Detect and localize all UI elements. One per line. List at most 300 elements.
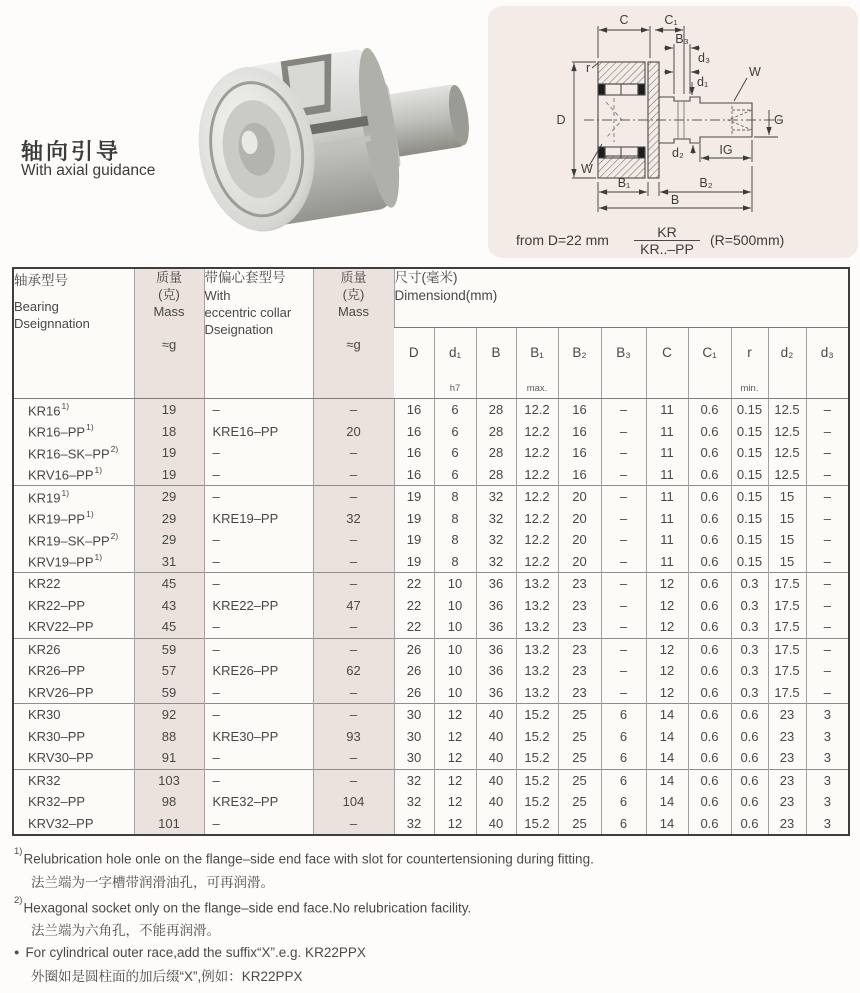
bearing-name: KR26 [28, 641, 61, 657]
table-row-KR32 [13, 769, 849, 791]
dim-col-header-7: C₁ [688, 328, 731, 399]
series-name-kr-pp: KR..–PP [634, 240, 700, 257]
table-row-KR26–PP [13, 660, 849, 682]
dim-value-0: 22 [394, 595, 434, 617]
mass-header-zh: 质量 [155, 270, 182, 285]
dim-value-7: 0.6 [688, 638, 731, 660]
dim-value-5: – [601, 573, 646, 595]
bearing-name: KRV22–PP [28, 619, 94, 635]
dim-value-2: 32 [476, 508, 516, 530]
table-row-KR26 [13, 638, 849, 660]
dim-value-2: 40 [476, 769, 516, 791]
dim-value-6: 11 [646, 508, 688, 530]
dim-value-7: 0.6 [688, 551, 731, 573]
mass-value: 59 [134, 682, 204, 704]
dim-value-2: 28 [476, 442, 516, 464]
dim-value-8: 0.6 [731, 813, 768, 836]
eccentric-mass-value: – [313, 616, 394, 638]
col-header-dimensions [394, 268, 849, 328]
dim-value-4: 25 [558, 726, 601, 748]
dim-value-8: 0.6 [731, 726, 768, 748]
bearing-name: KRV16–PP [28, 467, 94, 483]
dim-value-10: – [806, 616, 849, 638]
footnotes [14, 845, 594, 988]
dim-value-10: – [806, 486, 849, 508]
eccentric-mass-value: – [313, 573, 394, 595]
bearing-name: KRV19–PP [28, 554, 94, 570]
dim-value-9: 17.5 [768, 682, 806, 704]
table-row-KR16–SK–PP [13, 442, 849, 464]
bearing-designation [13, 573, 134, 595]
dim-value-5: – [601, 486, 646, 508]
dim-value-1: 12 [434, 769, 476, 791]
footnote-ref: 1) [94, 465, 103, 476]
dim-value-5: – [601, 638, 646, 660]
mass-value: 92 [134, 704, 204, 726]
dim-value-4: 25 [558, 769, 601, 791]
dim-value-6: 14 [646, 704, 688, 726]
dim-value-10: – [806, 682, 849, 704]
mass-value: 19 [134, 464, 204, 486]
dim-value-8: 0.15 [731, 464, 768, 486]
bearing-designation [13, 421, 134, 443]
bearing-designation [13, 813, 134, 836]
page-title-en: With axial guidance [21, 162, 156, 179]
dim-value-2: 36 [476, 660, 516, 682]
dim-value-8: 0.15 [731, 399, 768, 421]
dim-value-5: – [601, 464, 646, 486]
dim-value-3: 13.2 [516, 638, 558, 660]
dim-value-10: – [806, 508, 849, 530]
dim-value-2: 32 [476, 529, 516, 551]
bearing-spec-table [12, 267, 850, 836]
dim-value-5: 6 [601, 747, 646, 769]
dim-value-9: 23 [768, 726, 806, 748]
table-row-KR22 [13, 573, 849, 595]
dim-value-6: 12 [646, 573, 688, 595]
dim-value-3: 15.2 [516, 704, 558, 726]
dim-value-2: 36 [476, 682, 516, 704]
dim-value-1: 6 [434, 421, 476, 443]
eccentric-mass-value: 47 [313, 595, 394, 617]
bearing-designation [13, 747, 134, 769]
dim-value-8: 0.15 [731, 551, 768, 573]
bearing-designation [13, 704, 134, 726]
dim-value-1: 12 [434, 813, 476, 836]
bearing-name: KR16 [28, 402, 61, 418]
footnote-ref: 1) [86, 509, 94, 520]
dim-value-0: 32 [394, 813, 434, 836]
eccentric-designation: KRE22–PP [204, 595, 313, 617]
bearing-name: KR30 [28, 707, 61, 723]
dim-col-header-0: D [394, 328, 434, 399]
dim-label-c: C [619, 13, 629, 27]
eccentric-designation: KRE32–PP [204, 791, 313, 813]
dim-value-10: 3 [806, 813, 849, 836]
dim-value-2: 32 [476, 551, 516, 573]
dim-value-0: 19 [394, 486, 434, 508]
dim-value-6: 12 [646, 595, 688, 617]
eccentric-header-zh: 带偏心套型号 [204, 270, 286, 285]
dim-value-9: 17.5 [768, 638, 806, 660]
dim-value-10: – [806, 399, 849, 421]
table-row-KR19–SK–PP [13, 529, 849, 551]
footnote-3-marker: ● [14, 947, 20, 957]
dim-value-3: 12.2 [516, 529, 558, 551]
dim-value-4: 20 [558, 508, 601, 530]
table-row-KRV26–PP [13, 682, 849, 704]
eccentric-mass-value: – [313, 551, 394, 573]
dim-value-5: 6 [601, 791, 646, 813]
eccentric-designation: – [204, 464, 313, 486]
dim-value-5: – [601, 682, 646, 704]
col-header-eccentric-mass [313, 268, 394, 399]
eccentric-mass-value: – [313, 442, 394, 464]
dim-label-c1: C₁ [664, 13, 678, 27]
dim-value-10: – [806, 464, 849, 486]
dim-value-10: – [806, 573, 849, 595]
dim-value-3: 12.2 [516, 551, 558, 573]
dim-value-8: 0.3 [731, 682, 768, 704]
dim-value-3: 13.2 [516, 682, 558, 704]
dim-value-8: 0.6 [731, 769, 768, 791]
dim-value-7: 0.6 [688, 660, 731, 682]
table-row-KR19 [13, 486, 849, 508]
eccentric-mass-value: 62 [313, 660, 394, 682]
footnote-2-zh: 法兰端为六角孔，不能再润滑。 [31, 923, 220, 938]
eccentric-designation: – [204, 747, 313, 769]
dim-value-0: 32 [394, 769, 434, 791]
eccentric-designation: – [204, 486, 313, 508]
dim-value-4: 23 [558, 638, 601, 660]
dim-label-ig: IG [719, 143, 733, 157]
dim-value-0: 26 [394, 682, 434, 704]
dim-label-b: B [670, 193, 680, 207]
dim-value-9: 15 [768, 529, 806, 551]
dim-value-9: 12.5 [768, 464, 806, 486]
dim-label-d: D [556, 113, 566, 127]
mass-value: 88 [134, 726, 204, 748]
bearing-name: KR26–PP [28, 663, 86, 679]
dim-value-2: 36 [476, 616, 516, 638]
dim-value-3: 15.2 [516, 769, 558, 791]
dim-value-6: 14 [646, 726, 688, 748]
dim-value-8: 0.15 [731, 508, 768, 530]
footnote-ref: 2) [110, 530, 119, 541]
dim-value-5: – [601, 421, 646, 443]
dim-value-7: 0.6 [688, 769, 731, 791]
table-row-KRV30–PP [13, 747, 849, 769]
dim-value-10: – [806, 421, 849, 443]
table-row-KRV16–PP [13, 464, 849, 486]
dim-value-4: 25 [558, 813, 601, 836]
bearing-name: KR19–PP [28, 511, 86, 527]
bearing-name: KRV30–PP [28, 750, 94, 766]
footnote-3-text: For cylindrical outer race,add the suffix“X”.e.g. KR22PPX [25, 945, 366, 960]
dim-value-5: 6 [601, 813, 646, 836]
dim-value-2: 36 [476, 573, 516, 595]
bearing-name: KR30–PP [28, 728, 86, 744]
eccentric-designation: KRE26–PP [204, 660, 313, 682]
eccentric-designation: – [204, 616, 313, 638]
dim-value-2: 28 [476, 464, 516, 486]
dim-value-3: 15.2 [516, 747, 558, 769]
mass2-header-en: Mass [337, 304, 370, 319]
mass-header-unit: (克) [158, 287, 180, 302]
dim-value-5: 6 [601, 726, 646, 748]
eccentric-mass-value: 104 [313, 791, 394, 813]
eccentric-designation: – [204, 573, 313, 595]
dim-value-4: 23 [558, 660, 601, 682]
bearing-designation [13, 551, 134, 573]
dim-value-10: 3 [806, 769, 849, 791]
mass-value: 45 [134, 573, 204, 595]
col-header-designation [13, 268, 134, 399]
dim-value-0: 16 [394, 421, 434, 443]
mass-value: 19 [134, 442, 204, 464]
dim-value-10: – [806, 442, 849, 464]
dim-value-3: 12.2 [516, 508, 558, 530]
dim-value-1: 6 [434, 464, 476, 486]
table-row-KR16 [13, 399, 849, 421]
dim-label-b3: B₃ [675, 32, 689, 46]
dim-value-8: 0.15 [731, 486, 768, 508]
bearing-designation [13, 726, 134, 748]
dim-label-d3: d₃ [698, 51, 711, 65]
designation-header-en1: Bearing [14, 299, 59, 314]
dim-value-1: 10 [434, 682, 476, 704]
dim-value-7: 0.6 [688, 726, 731, 748]
bearing-designation [13, 399, 134, 421]
dim-value-8: 0.15 [731, 442, 768, 464]
dim-value-2: 28 [476, 399, 516, 421]
dim-value-6: 14 [646, 791, 688, 813]
eccentric-mass-value: – [313, 486, 394, 508]
eccentric-designation: – [204, 442, 313, 464]
eccentric-mass-value: – [313, 769, 394, 791]
bearing-designation [13, 529, 134, 551]
dim-value-5: – [601, 551, 646, 573]
table-row-KR30–PP [13, 726, 849, 748]
dim-value-6: 14 [646, 813, 688, 836]
dim-value-7: 0.6 [688, 573, 731, 595]
dim-label-d1: d₁ [697, 75, 709, 89]
footnote-1-text: Relubrication hole onle on the flange–side end face with slot for countertensioning during fitting. [23, 851, 594, 867]
dimension-diagram-panel [488, 6, 858, 258]
eccentric-mass-value: 20 [313, 421, 394, 443]
eccentric-mass-value: – [313, 747, 394, 769]
dim-value-6: 11 [646, 551, 688, 573]
dim-value-3: 12.2 [516, 442, 558, 464]
dim-value-5: – [601, 442, 646, 464]
dim-label-w-top: W [749, 65, 761, 79]
dim-value-4: 16 [558, 421, 601, 443]
table-row-KRV22–PP [13, 616, 849, 638]
bearing-designation [13, 682, 134, 704]
bearing-designation [13, 638, 134, 660]
dim-value-7: 0.6 [688, 421, 731, 443]
dim-value-10: – [806, 595, 849, 617]
dimensions-header-zh: 尺寸(毫米) [394, 270, 458, 285]
bearing-designation [13, 442, 134, 464]
mass2-header-unit: (克) [342, 287, 365, 302]
dim-value-9: 15 [768, 551, 806, 573]
dim-value-1: 12 [434, 791, 476, 813]
dim-value-0: 19 [394, 508, 434, 530]
dim-value-8: 0.15 [731, 529, 768, 551]
dim-value-6: 14 [646, 769, 688, 791]
bearing-designation [13, 660, 134, 682]
dim-value-9: 23 [768, 704, 806, 726]
dim-value-4: 25 [558, 704, 601, 726]
footnote-ref: 2) [110, 443, 119, 454]
mass2-header-zh: 质量 [340, 270, 367, 285]
bearing-name: KR16–SK–PP [28, 445, 110, 461]
dim-value-5: – [601, 508, 646, 530]
dim-value-1: 6 [434, 442, 476, 464]
dim-value-3: 12.2 [516, 486, 558, 508]
mass-value: 57 [134, 660, 204, 682]
mass-value: 18 [134, 421, 204, 443]
footnote-2-marker: 2) [14, 894, 23, 906]
eccentric-mass-value: – [313, 813, 394, 836]
dim-value-3: 12.2 [516, 421, 558, 443]
dim-value-8: 0.6 [731, 704, 768, 726]
dim-value-1: 8 [434, 529, 476, 551]
dim-col-header-9: d₂ [768, 328, 806, 399]
mass-value: 43 [134, 595, 204, 617]
mass-value: 45 [134, 616, 204, 638]
eccentric-designation: – [204, 638, 313, 660]
dim-value-3: 12.2 [516, 399, 558, 421]
dim-value-4: 16 [558, 399, 601, 421]
dim-value-10: – [806, 551, 849, 573]
dim-value-5: – [601, 616, 646, 638]
designation-header-en2: Dseignnation [14, 316, 90, 331]
dim-col-header-3: B₁ max. [516, 328, 558, 399]
dim-value-7: 0.6 [688, 813, 731, 836]
dim-value-7: 0.6 [688, 704, 731, 726]
dim-value-0: 30 [394, 726, 434, 748]
table-row-KRV32–PP [13, 813, 849, 836]
dim-value-1: 10 [434, 573, 476, 595]
dim-label-w-bottom: W [581, 162, 593, 176]
eccentric-mass-value: 32 [313, 508, 394, 530]
table-row-KR16–PP [13, 421, 849, 443]
bearing-name: KRV32–PP [28, 815, 94, 831]
dim-value-1: 12 [434, 747, 476, 769]
dim-value-3: 13.2 [516, 595, 558, 617]
footnote-1-zh: 法兰端为一字槽带润滑油孔，可再润滑。 [31, 874, 274, 890]
dim-value-2: 40 [476, 704, 516, 726]
dim-value-0: 22 [394, 573, 434, 595]
eccentric-mass-value: – [313, 464, 394, 486]
bearing-designation [13, 508, 134, 530]
dim-label-b2: B₂ [699, 176, 713, 190]
dim-value-8: 0.3 [731, 573, 768, 595]
dimensions-header-en: Dimensiond(mm) [394, 288, 498, 303]
dim-value-9: 12.5 [768, 399, 806, 421]
dim-value-4: 20 [558, 551, 601, 573]
bearing-designation [13, 486, 134, 508]
dim-value-6: 11 [646, 529, 688, 551]
dim-value-5: 6 [601, 704, 646, 726]
dim-value-1: 10 [434, 638, 476, 660]
bearing-designation [13, 769, 134, 791]
dimension-diagram [488, 6, 858, 258]
dim-value-9: 17.5 [768, 573, 806, 595]
dim-value-0: 16 [394, 442, 434, 464]
dim-value-4: 23 [558, 682, 601, 704]
table-row-KR22–PP [13, 595, 849, 617]
bearing-3d-illustration [172, 28, 477, 240]
bearing-name: KR22 [28, 576, 61, 592]
bearing-designation [13, 464, 134, 486]
dim-value-0: 30 [394, 747, 434, 769]
dim-value-0: 26 [394, 660, 434, 682]
eccentric-header-en1: With [204, 288, 231, 303]
eccentric-mass-value: – [313, 704, 394, 726]
dim-value-3: 15.2 [516, 726, 558, 748]
dim-value-2: 40 [476, 726, 516, 748]
dim-value-7: 0.6 [688, 595, 731, 617]
series-name-kr: KR [657, 224, 677, 240]
dim-value-8: 0.3 [731, 616, 768, 638]
bearing-name: KR22–PP [28, 597, 86, 613]
dim-value-4: 16 [558, 442, 601, 464]
footnote-ref: 1) [94, 552, 103, 563]
dim-value-6: 11 [646, 464, 688, 486]
dim-col-header-4: B₂ [558, 328, 601, 399]
mass-header-approx: ≈g [161, 337, 177, 352]
dim-value-1: 6 [434, 399, 476, 421]
dim-value-1: 10 [434, 616, 476, 638]
dim-value-0: 32 [394, 791, 434, 813]
dim-value-9: 17.5 [768, 616, 806, 638]
dim-value-10: – [806, 660, 849, 682]
dim-value-7: 0.6 [688, 464, 731, 486]
dim-value-3: 13.2 [516, 616, 558, 638]
table-row-KR19–PP [13, 508, 849, 530]
footnote-2-en [14, 894, 594, 920]
dim-value-10: – [806, 529, 849, 551]
eccentric-designation: KRE19–PP [204, 508, 313, 530]
mass-value: 101 [134, 813, 204, 836]
eccentric-designation: – [204, 399, 313, 421]
dim-value-3: 13.2 [516, 660, 558, 682]
eccentric-designation: KRE30–PP [204, 726, 313, 748]
footnote-2-text: Hexagonal socket only on the flange–side end face.No relubrication facility. [23, 900, 472, 915]
dim-value-6: 11 [646, 399, 688, 421]
bearing-name: KR32 [28, 772, 61, 788]
eccentric-designation: – [204, 551, 313, 573]
table-row-KR30 [13, 704, 849, 726]
eccentric-header-en3: Dseignation [204, 322, 274, 337]
dim-value-9: 15 [768, 508, 806, 530]
dim-value-6: 14 [646, 747, 688, 769]
dim-col-header-1: d₁ h7 [434, 328, 476, 399]
footnote-3-zh: 外圈如是圆柱面的加后缀“X”,例如：KR22PPX [31, 969, 303, 984]
diagram-caption-radius: (R=500mm) [710, 232, 785, 248]
dim-value-8: 0.3 [731, 660, 768, 682]
dim-value-4: 23 [558, 573, 601, 595]
dim-value-9: 23 [768, 791, 806, 813]
dim-value-9: 23 [768, 769, 806, 791]
footnote-ref: 1) [61, 400, 70, 411]
mass2-header-approx: ≈g [346, 337, 361, 352]
dim-value-3: 15.2 [516, 791, 558, 813]
dim-col-header-2: B [476, 328, 516, 399]
